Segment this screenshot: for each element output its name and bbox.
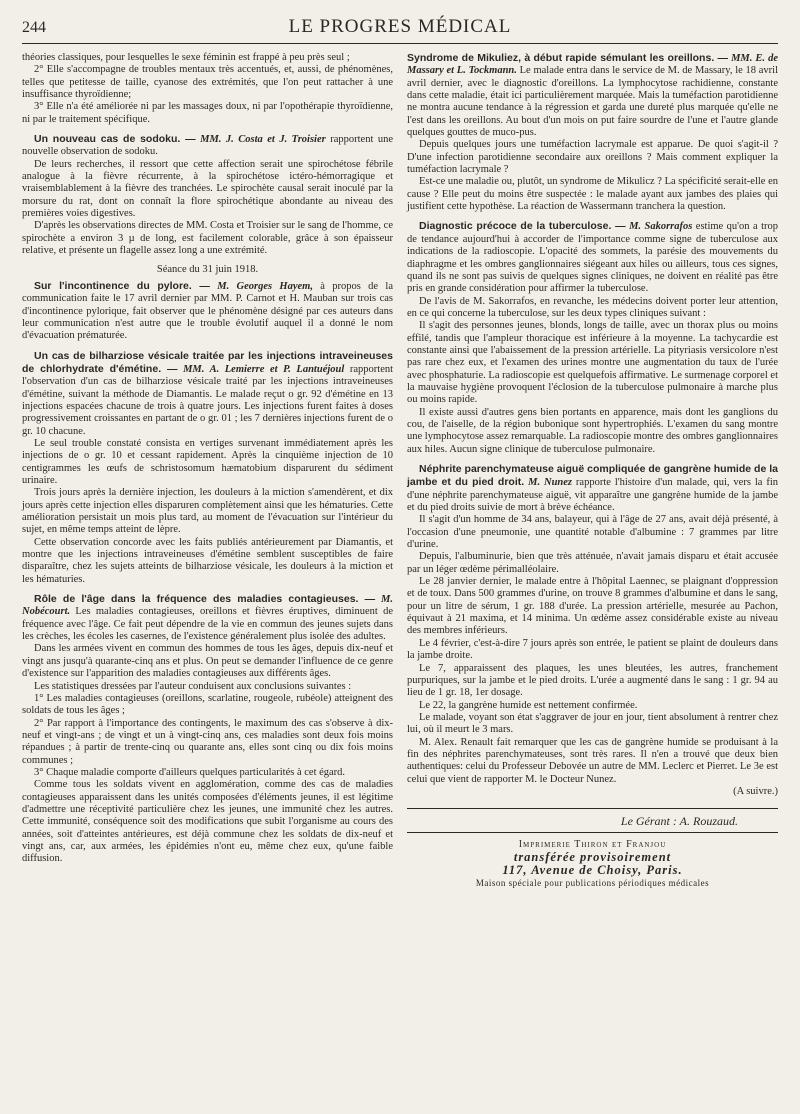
printer-address: 117, Avenue de Choisy, Paris. — [502, 862, 683, 877]
article-pylore — [22, 280, 393, 343]
paragraph: Les statistiques dressées par l'auteur conduisent aux conclusions suivantes : — [34, 680, 352, 692]
article-heading: Un cas de bilharziose vésicale traitée par les injections intraveineuses de chlorhydrate d'émétine. — — [22, 349, 393, 375]
article-authors: M. Nobécourt. — [22, 594, 393, 618]
paragraph: Il s'agit des personnes jeunes, blonds, longs de taille, avec un thorax plus ou moins effilé, tandis que l'ampleur thoracique est inférieure à la moyenne. La tachycardie est constante ainsi que l'abaissement de la pression artérielle. La pityriasis versicolore n'est pas rare chez eux, et l'examen des urines montre une augmentation du taux de l'urée avec phosphaturie. La radioscopie est quelquefois affirmative. Le surmenage corporel et la mauvaise hygiène provoquent l'éclosion de la tuberculose pulmonaire à marche plus ou moins rapide. — [407, 320, 778, 406]
imprint — [407, 808, 778, 889]
article-heading: Syndrome de Mikuliez, à début rapide sémulant les oreillons. — — [407, 52, 729, 64]
article-tuberculose — [407, 220, 778, 295]
article-authors: MM. A. Lemierre et P. Lantuéjoul — [183, 363, 345, 375]
article-lead: Les maladies contagieuses, oreillons et fièvres éruptives, diminuent de fréquence avec l'âge. Ce fait peut dépendre de la vie en commun des jeunes sujets dans les crèches, les écoles les casernes, de l'existence généralement plus isolée des adultes. — [22, 606, 394, 643]
article-lead: rapportent l'observation d'un cas de bilharziose vésicale traité par les injections intraveineuses d'émétine, suivant la méthode de Diamantis. Le malade reçut o gr. 92 d'émétine en 13 injections espacées chacune de trois à quatre jours. Les injections furent faites à doses progressivement croissantes en partant de o gr. 01 ; les 7 dernières injections furent de o gr. 10 chacune. — [22, 363, 394, 437]
paragraph: Cette observation concorde avec les faits publiés antérieurement par Diamantis, et montre que les injections intraveineuses d'émétine semblent susceptibles de faire disparaître, chez les sujets atteints de bilharziose vésicale, les douleurs à la miction et les hématuries. — [22, 536, 393, 585]
paragraph: théories classiques, pour lesquelles le sexe féminin est frappé à peu près seul ; — [22, 52, 350, 63]
paragraph: Le malade, voyant son état s'aggraver de jour en jour, tient absolument à rentrer chez lui, où il meurt le 3 mars. — [407, 711, 778, 736]
article-bilharziose — [22, 350, 393, 438]
paragraph: Le 28 janvier dernier, le malade entre à l'hôpital Laennec, se plaignant d'oppression et de toux. Dans 500 grammes d'urine, on trouve 8 grammes d'albumine et dans le sang, pour un litre de sérum, 1 gr. 188 d'urée. La pression artérielle, mesurée au Pachon, équivaut à 21 maxima, et 14 minima. Un œdème assez considérable existe au niveau des membres inférieurs. — [407, 576, 778, 637]
article-sodoku — [22, 133, 393, 159]
paragraph: D'après les observations directes de MM. Costa et Troisier sur le sang de l'homme, ce spirochète a environ 3 µ de long, est facilement colorable, grâce à son épaisseur relative, et présente un flagelle assez long a une extrémité. — [22, 220, 393, 257]
paragraph: 2° Par rapport à l'importance des contingents, le maximum des cas s'observe à dix-neuf et vingt-ans ; de vingt et un à vingt-cinq ans, ces maladies sont deux fois moins répandues ; à partir de trente-cinq ou quarante ans, elles sont cinq ou dix fois moins communes ; — [22, 717, 393, 766]
article-body: à propos de la communication faite le 17 avril dernier par MM. P. Carnot et H. Mauban sur trois cas d'incontinence pylorique, fait observer que le phénomène désigné par ces auteurs dans leur communication n'est autre que le trouble évolutif auquel il a donné le nom d'évacuation prématurée. — [22, 280, 393, 342]
paragraph: M. Alex. Renault fait remarquer que les cas de gangrène humide se produisant à la fin des néphrites parenchymateuses, sont très rares. Il n'en a trouvé que deux bien authentiques: celui du Professeur Debovée un autre de MM. Leclerc et Pierret. Le 3e est celui que vient de rapporter M. le Docteur Nunez. — [407, 736, 778, 785]
imprint-divider — [407, 832, 778, 833]
article-heading: Sur l'incontinence du pylore. — — [34, 279, 210, 292]
article-authors: M. Sakorrafos — [629, 221, 693, 233]
paragraph: Dans les armées vivent en commun des hommes de tous les âges, depuis dix-neuf et vingt ans jusqu'à quarante-cinq ans et plus. On peut se demander l'influence de ce genre d'existence sur l'apparition des maladies contagieuses aux différents âges. — [22, 643, 393, 680]
article-authors: MM. J. Costa et J. Troisier — [200, 134, 326, 146]
article-authors: MM. E. de Massary et L. Tockmann. — [407, 53, 778, 77]
article-mikulicz — [407, 52, 778, 139]
printer-name: Imprimerie Thiron et Franjou — [518, 838, 667, 850]
journal-title: LE PROGRES MÉDICAL — [288, 16, 512, 37]
article-authors: M. Georges Hayem, — [217, 280, 313, 292]
left-column — [22, 52, 393, 889]
right-column — [407, 52, 778, 889]
to-be-continued: (A suivre.) — [733, 785, 778, 797]
article-age — [22, 593, 393, 643]
paragraph: Trois jours après la dernière injection, les douleurs à la miction s'amendèrent, et dix jours après cette injection elles disparuren complètement ainsi que les hématuries. Cette amélioration persistait un mois plus tard, au moment de l'évacuation sur l'intérieur du sujet, en même temps atteint de lèpre. — [22, 487, 393, 536]
page-number: 244 — [22, 19, 46, 36]
printer-note: transférée provisoirement — [513, 849, 672, 864]
article-lead: Le malade entra dans le service de M. de Massary, le 18 avril avril dernier, avec le diagnostic d'oreillons. La lymphocytose rachidienne, constante dans cette maladie, était ici particulièrement marquée. Mais la tuméfaction parotidienne ne montra aucune tendance à la régression et garda une dureté plus marquée qu'elle ne l'est dans les oreillons. Au bout d'un mois on put faire sourdre de l'une et l'autre glande quelques gouttes de muco-pus. — [407, 65, 778, 139]
paragraph: 1° Les maladies contagieuses (oreillons, scarlatine, rougeole, rubéole) atteignent des soldats de tous les âges ; — [22, 692, 393, 717]
paragraph: 2° Elle s'accompagne de troubles mentaux très accentués, et, aussi, de phénomènes, telles que petitesse de taille, cyanose des extrémités, que l'on peut rattacher à une insuffisance thyroïdienne; — [22, 64, 393, 101]
paragraph: 3° Chaque maladie comporte d'ailleurs quelques particularités à cet égard. — [34, 766, 346, 778]
paragraph: Le 22, la gangrène humide est nettement confirmée. — [419, 699, 638, 711]
paragraph: Depuis quelques jours une tuméfaction lacrymale est apparue. De quoi s'agit-il ? D'une infection parotidienne secondaire aux oreillons ? Mais comment expliquer la tuméfaction lacrymale ? — [407, 139, 778, 176]
imprint-divider — [407, 808, 778, 809]
paragraph: Il s'agit d'un homme de 34 ans, balayeur, qui à l'âge de 27 ans, avait déjà présenté, à l'occasion d'une pneumonie, une quantité notable d'albumine : 7 grammes par litre d'urine. — [407, 514, 778, 551]
paragraph: Le seul trouble constaté consista en vertiges survenant immédiatement après les injections de o gr. 10 et cessant rapidement. Après la cinquième injection de 10 centigrammes les œufs de schristosomum hæmatobium disparurent du sédiment urinaire. — [22, 437, 393, 486]
running-head — [22, 16, 778, 44]
paragraph: Comme tous les soldats vivent en agglomération, comme des cas de maladies contagieuses apparaissent dans les unités composées d'éléments jeunes, il est légitime d'admettre une réceptivité particulière chez les jeunes, une immunité chez les autres. Cette immunité, conséquence soit des modifications que subit l'organisme au cours des années, soit d'atteintes antérieures, est déjà commune chez les soldats de dix-neuf et vingt ans, car, aux armées, les épidémies n'ont eu, même chez eux, qu'une faible diffusion. — [22, 779, 393, 865]
paragraph: 3° Elle n'a été améliorée ni par les massages doux, ni par l'opothérapie thyroïdienne, ni par le traitement spécifique. — [22, 101, 393, 125]
paragraph: De l'avis de M. Sakorrafos, en revanche, les médecins doivent porter leur attention, en ce qui concerne la tuberculose, sur les deux types cliniques suivant : — [407, 295, 778, 319]
article-lead: estime qu'on a trop de tendance aujourd'hui à accorder de l'importance comme signe de tuberculose aux indications de la radioscopie. L'opacité des sommets, la parésie des mouvements du diaphragme et les ombres ganglionnaires siégeant aux hiles ou ailleurs, tous ces signes, quand ils ne sont pas suivis de quelques signes cliniques, ne doivent en réalité pas être pris en grande considération pour affirmer la tuberculose. — [407, 221, 779, 295]
paragraph: Il existe aussi d'autres gens bien portants en apparence, mais dont les ganglions du cou, de l'aiselle, de la région bubonique sont hypertrophiés. L'examen du sang montre une lymphocytose assez remarquable. La radioscopie montre des ombres ganglionnaires aux hiles. Aucun signe clinique de tuberculose pulmonaire. — [407, 406, 778, 455]
article-lead: rapporte l'histoire d'un malade, qui, vers la fin d'une néphrite parenchymateuse aiguë, vit apparaître une gangrène humide de la jambe et du pied droits suivie de mort à brève échéance. — [407, 477, 778, 514]
paragraph: Le 4 février, c'est-à-dire 7 jours après son entrée, le patient se plaint de douleurs dans la jambe droite. — [407, 637, 778, 662]
paragraph: De leurs recherches, il ressort que cette affection serait une spirochétose fébrile analogue à la fièvre récurrente, à la spirochétose ictéro-hémorragique et vraisemblablement à la fièvre des tranchées. Le spirochète causal serait inoculé par la morsure du rat, dont on connaît la flore spirochétique abondante au niveau des premières voies digestives. — [22, 158, 393, 220]
paragraph: Est-ce une maladie ou, plutôt, un syndrome de Mikulicz ? La spécificité serait-elle en cause ? Elle peut du moins être suspectée : le malade ayant aux jambes des plaies qui justifient cette hypothèse. La réaction de Wassermann tranchera la question. — [407, 176, 778, 213]
session-date: Séance du 31 juin 1918. — [156, 263, 259, 275]
article-heading: Rôle de l'âge dans la fréquence des maladies contagieuses. — — [34, 593, 376, 606]
printer-tagline: Maison spéciale pour publications périodiques médicales — [475, 877, 710, 888]
article-heading: Diagnostic précoce de la tuberculose. — — [419, 220, 626, 233]
gerant-line: Le Gérant : A. Rouzaud. — [620, 814, 738, 829]
article-nephrite — [407, 463, 778, 514]
paragraph: Le 7, apparaissent des plaques, les unes bleutées, les autres, franchement purpuriques, sur la jambe et le pied droits. L'urée a augmenté dans le sang : 1 gr. 94 au lieu de 1 gr. 18, 1er dosage. — [407, 662, 778, 699]
article-lead: rapportent une nouvelle observation de sodoku. — [22, 134, 394, 158]
paragraph: Depuis, l'albuminurie, bien que très atténuée, n'avait jamais disparu et était accusée par un léger œdème périmalléolaire. — [407, 551, 778, 575]
article-heading: Un nouveau cas de sodoku. — — [34, 133, 196, 146]
article-heading: Néphrite parenchymateuse aiguë compliquée de gangrène humide de la jambe et du pied droit. — [407, 463, 778, 489]
text-columns — [22, 52, 778, 889]
article-authors: M. Nunez — [528, 477, 572, 489]
